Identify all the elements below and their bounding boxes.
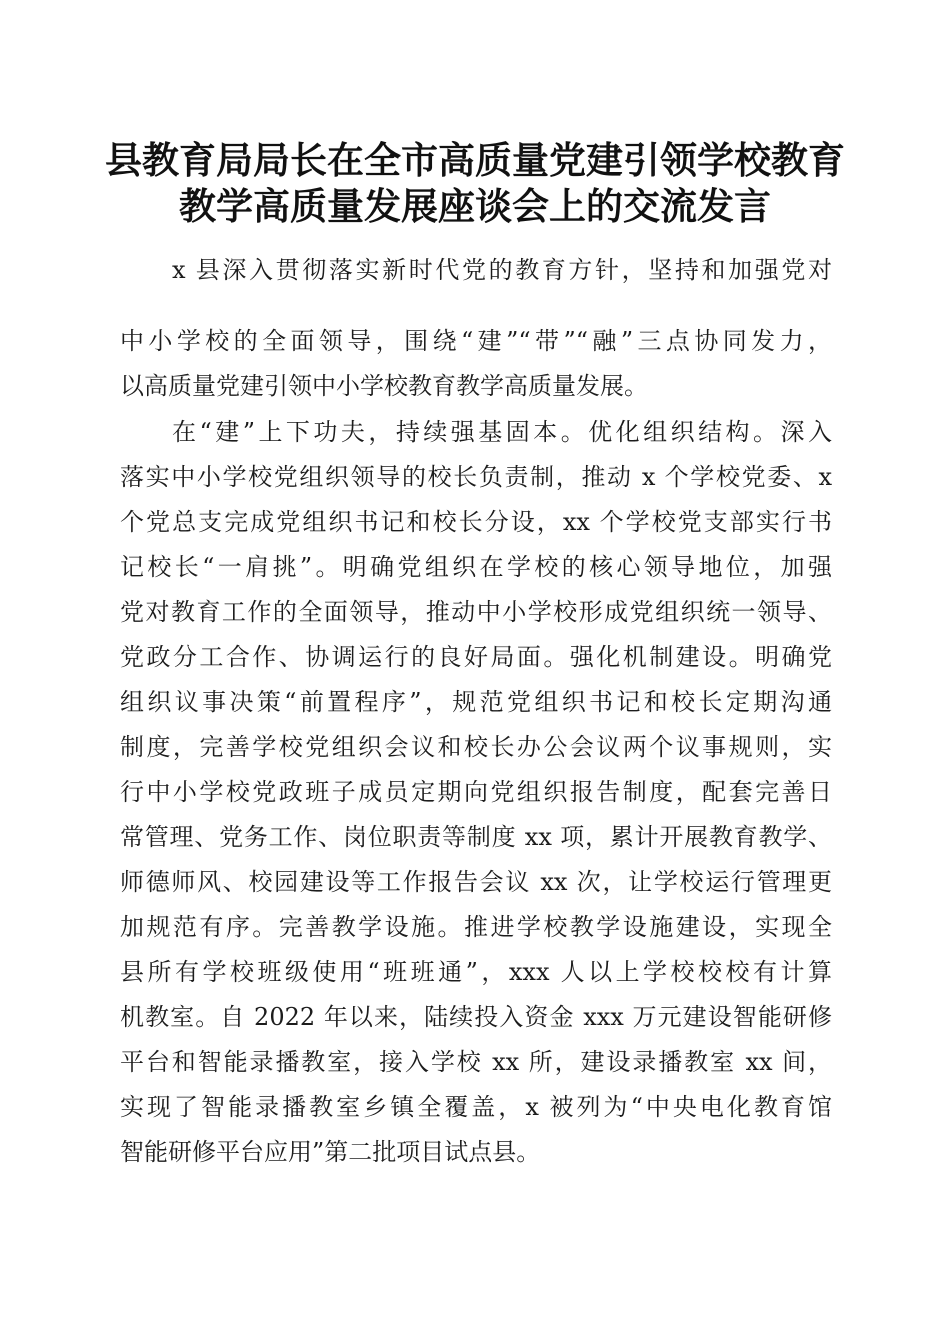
paragraph-line: 平台和智能录播教室，接入学校 xx 所，建设录播教室 xx 间， <box>120 1048 832 1076</box>
paragraph-line: 机教室。自 2022 年以来，陆续投入资金 xxx 万元建设智能研修 <box>120 1003 832 1031</box>
paragraph-line: 落实中小学校党组织领导的校长负责制，推动 x 个学校党委、x <box>120 463 832 491</box>
document-title-line-1: 县教育局局长在全市高质量党建引领学校教育 <box>105 139 845 182</box>
paragraph-line: 加规范有序。完善教学设施。推进学校教学设施建设，实现全 <box>120 913 832 941</box>
paragraph-line: 个党总支完成党组织书记和校长分设，xx 个学校党支部实行书 <box>120 508 832 536</box>
paragraph-line: 以高质量党建引领中小学校教育教学高质量发展。 <box>120 372 648 400</box>
paragraph-line: 行中小学校党政班子成员定期向党组织报告制度，配套完善日 <box>120 778 832 806</box>
paragraph-line: 制度，完善学校党组织会议和校长办公会议两个议事规则，实 <box>120 733 832 761</box>
paragraph-line: 师德师风、校园建设等工作报告会议 xx 次，让学校运行管理更 <box>120 868 832 896</box>
paragraph-line: 实现了智能录播教室乡镇全覆盖，x 被列为“中央电化教育馆 <box>120 1093 832 1121</box>
paragraph-line: 在“建”上下功夫，持续强基固本。优化组织结构。深入 <box>172 418 832 446</box>
paragraph-line: 组织议事决策“前置程序”，规范党组织书记和校长定期沟通 <box>120 688 832 716</box>
paragraph-line: 县所有学校班级使用“班班通”，xxx 人以上学校校校有计算 <box>120 958 832 986</box>
paragraph-line: x 县深入贯彻落实新时代党的教育方针，坚持和加强党对 <box>172 256 832 284</box>
paragraph-line: 记校长“一肩挑”。明确党组织在学校的核心领导地位，加强 <box>120 553 832 581</box>
paragraph-line: 常管理、党务工作、岗位职责等制度 xx 项，累计开展教育教学、 <box>120 823 832 851</box>
paragraph-line: 党对教育工作的全面领导，推动中小学校形成党组织统一领导、 <box>120 598 832 626</box>
paragraph-line: 党政分工合作、协调运行的良好局面。强化机制建设。明确党 <box>120 643 832 671</box>
paragraph-line: 智能研修平台应用”第二批项目试点县。 <box>120 1138 541 1166</box>
document-title-line-2: 教学高质量发展座谈会上的交流发言 <box>179 185 771 228</box>
paragraph-line: 中小学校的全面领导，围绕“建”“带”“融”三点协同发力， <box>120 327 832 355</box>
